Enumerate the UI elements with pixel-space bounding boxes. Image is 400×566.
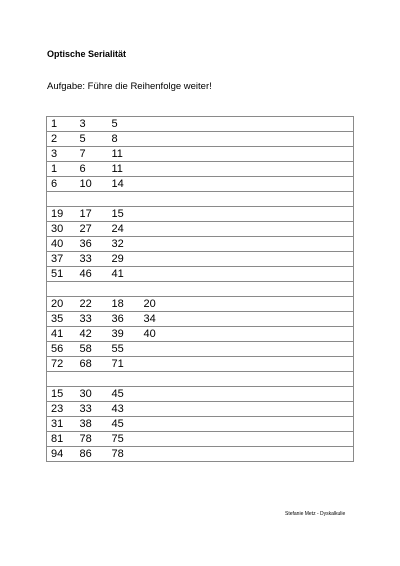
sequence-cell: 33 [80, 402, 112, 417]
sequence-cell: 58 [80, 342, 112, 357]
sequence-cell [80, 282, 112, 297]
sequence-cell: 94 [47, 447, 80, 462]
sequence-cell: 1 [47, 117, 80, 132]
sequence-cell [144, 207, 354, 222]
sequence-cell [144, 222, 354, 237]
sequence-cell: 18 [112, 297, 144, 312]
sequence-row [47, 387, 354, 402]
sequence-cell [144, 432, 354, 447]
sequence-cell: 3 [80, 117, 112, 132]
sequence-cell: 14 [112, 177, 144, 192]
sequence-cell [47, 372, 80, 387]
sequence-row [47, 342, 354, 357]
sequence-row [47, 222, 354, 237]
sequence-cell: 6 [80, 162, 112, 177]
sequence-cell: 40 [144, 327, 354, 342]
sequence-cell: 11 [112, 162, 144, 177]
sequence-row [47, 162, 354, 177]
sequence-cell [112, 192, 144, 207]
sequence-cell: 45 [112, 387, 144, 402]
sequence-cell: 15 [112, 207, 144, 222]
sequence-cell [47, 192, 80, 207]
sequence-row [47, 327, 354, 342]
sequence-cell: 36 [112, 312, 144, 327]
sequence-cell [144, 387, 354, 402]
sequence-row [47, 207, 354, 222]
sequence-cell: 35 [47, 312, 80, 327]
sequence-cell: 5 [80, 132, 112, 147]
sequence-cell: 8 [112, 132, 144, 147]
sequence-cell: 56 [47, 342, 80, 357]
sequence-cell: 15 [47, 387, 80, 402]
sequence-cell: 41 [47, 327, 80, 342]
sequence-cell: 23 [47, 402, 80, 417]
sequence-cell: 34 [144, 312, 354, 327]
sequence-row [47, 312, 354, 327]
sequence-cell: 19 [47, 207, 80, 222]
sequence-cell [144, 147, 354, 162]
sequence-cell [112, 282, 144, 297]
sequence-cell: 37 [47, 252, 80, 267]
sequence-cell: 27 [80, 222, 112, 237]
sequence-row [47, 132, 354, 147]
worksheet-title: Optische Serialität [47, 49, 127, 59]
sequence-cell: 3 [47, 147, 80, 162]
separator-row [47, 282, 354, 297]
sequence-cell: 38 [80, 417, 112, 432]
sequence-row [47, 237, 354, 252]
sequence-cell [80, 372, 112, 387]
sequence-cell: 36 [80, 237, 112, 252]
sequence-cell [144, 372, 354, 387]
sequence-cell [144, 342, 354, 357]
sequence-cell: 22 [80, 297, 112, 312]
sequence-cell [144, 177, 354, 192]
sequence-cell: 46 [80, 267, 112, 282]
sequence-cell: 51 [47, 267, 80, 282]
sequence-cell: 11 [112, 147, 144, 162]
sequence-cell [144, 162, 354, 177]
sequence-cell: 42 [80, 327, 112, 342]
sequence-row [47, 297, 354, 312]
sequence-cell: 30 [80, 387, 112, 402]
sequence-row [47, 177, 354, 192]
separator-row [47, 192, 354, 207]
sequence-cell [144, 417, 354, 432]
sequence-row [47, 447, 354, 462]
sequence-row [47, 117, 354, 132]
sequence-cell: 20 [47, 297, 80, 312]
sequence-cell: 86 [80, 447, 112, 462]
sequence-cell [144, 192, 354, 207]
sequence-cell [144, 252, 354, 267]
sequence-row [47, 252, 354, 267]
sequence-cell: 81 [47, 432, 80, 447]
separator-row [47, 372, 354, 387]
sequence-cell: 33 [80, 252, 112, 267]
task-instruction: Aufgabe: Führe die Reihenfolge weiter! [47, 81, 212, 92]
sequence-cell [144, 357, 354, 372]
sequence-cell: 1 [47, 162, 80, 177]
sequence-cell [112, 372, 144, 387]
sequence-cell [144, 282, 354, 297]
sequence-cell [144, 402, 354, 417]
sequence-cell: 31 [47, 417, 80, 432]
sequence-cell: 17 [80, 207, 112, 222]
sequence-cell: 40 [47, 237, 80, 252]
sequence-cell: 78 [112, 447, 144, 462]
number-sequence-table [46, 116, 354, 462]
sequence-cell: 72 [47, 357, 80, 372]
sequence-cell [144, 267, 354, 282]
sequence-cell [80, 192, 112, 207]
sequence-cell: 2 [47, 132, 80, 147]
sequence-cell [47, 282, 80, 297]
sequence-row [47, 357, 354, 372]
sequence-cell: 10 [80, 177, 112, 192]
sequence-row [47, 267, 354, 282]
sequence-cell: 39 [112, 327, 144, 342]
sequence-row [47, 402, 354, 417]
sequence-row [47, 432, 354, 447]
sequence-cell: 43 [112, 402, 144, 417]
sequence-cell: 45 [112, 417, 144, 432]
sequence-cell: 32 [112, 237, 144, 252]
sequence-cell: 75 [112, 432, 144, 447]
sequence-cell: 78 [80, 432, 112, 447]
sequence-cell: 33 [80, 312, 112, 327]
sequence-cell: 71 [112, 357, 144, 372]
sequence-cell: 7 [80, 147, 112, 162]
sequence-cell [144, 117, 354, 132]
sequence-cell: 41 [112, 267, 144, 282]
sequence-cell [144, 132, 354, 147]
sequence-cell: 6 [47, 177, 80, 192]
sequence-cell: 5 [112, 117, 144, 132]
sequence-cell [144, 237, 354, 252]
sequence-cell [144, 447, 354, 462]
sequence-cell: 29 [112, 252, 144, 267]
sequence-row [47, 417, 354, 432]
sequence-row [47, 147, 354, 162]
sequence-cell: 55 [112, 342, 144, 357]
sequence-cell: 20 [144, 297, 354, 312]
sequence-cell: 30 [47, 222, 80, 237]
sequence-cell: 68 [80, 357, 112, 372]
footer-author: Stefanie Metz - Dyskalkulie [285, 511, 346, 517]
sequence-cell: 24 [112, 222, 144, 237]
